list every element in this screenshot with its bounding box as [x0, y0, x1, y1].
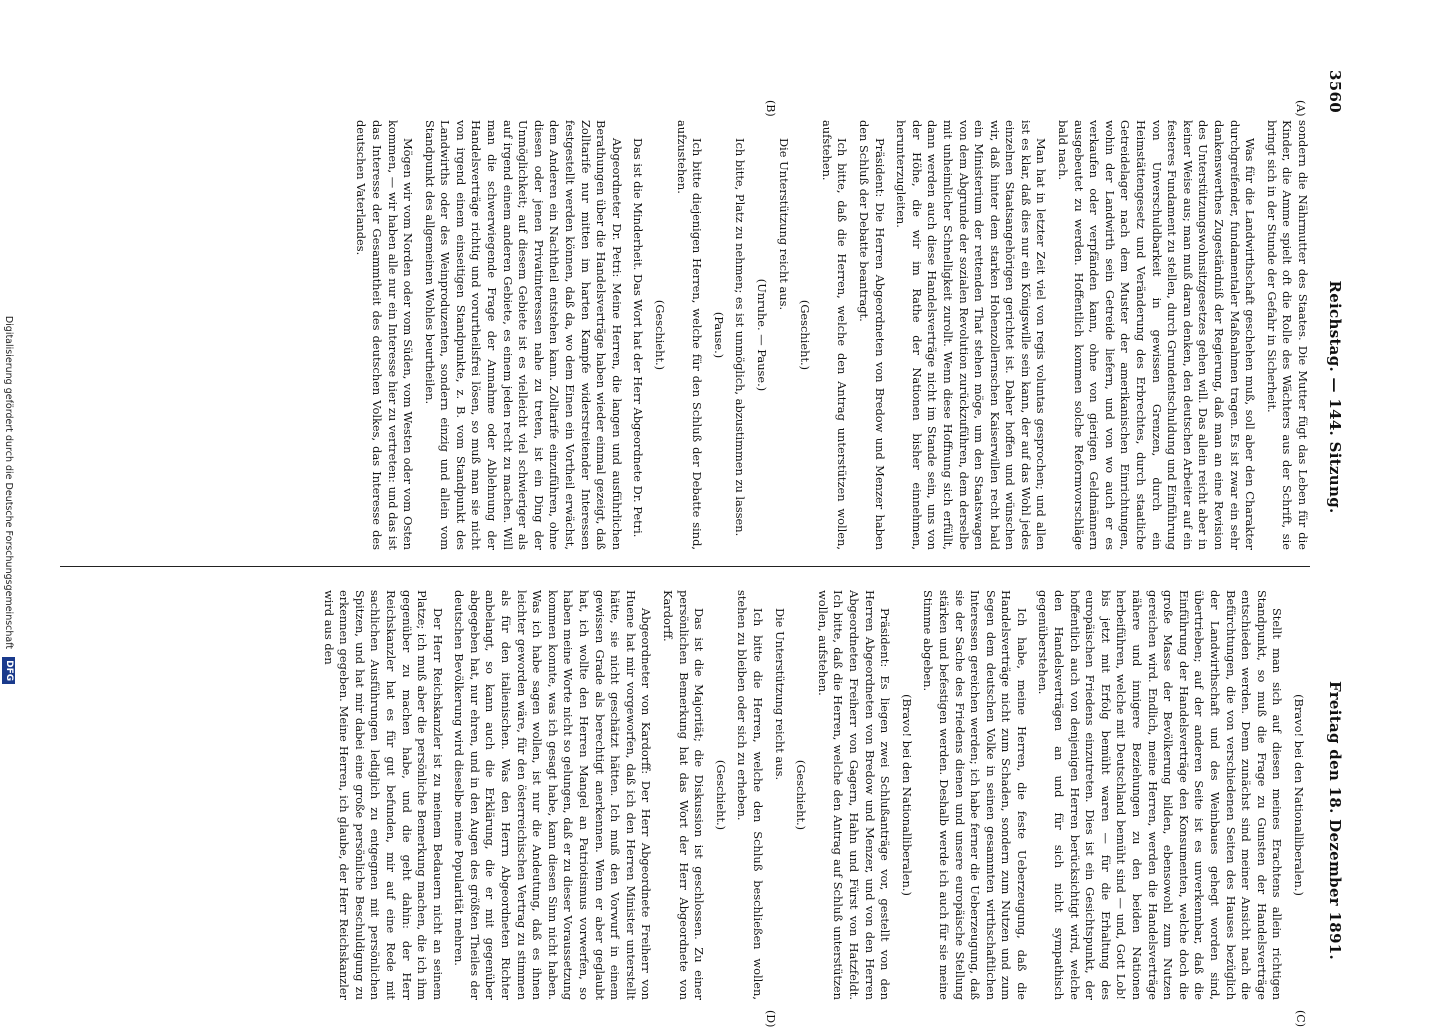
- right-column: [30, 590, 1310, 1000]
- president-statement: Präsident: Die Herren Abgeordneten von Bredow und Menzer haben den Schluß der Debatte beantragt.: [856, 120, 887, 550]
- statement: Die Unterstützung reicht aus.: [772, 608, 787, 781]
- stage-direction: (Unruhe. — Pause.): [755, 278, 769, 392]
- stage-direction: (Pause.): [711, 311, 726, 359]
- column-divider: [60, 566, 1310, 567]
- stage-direction: (Geschieht.): [713, 759, 728, 831]
- paragraph: sondern die Nährmutter des Staates. Die Mutter fügt das Leben für die Kinder, die Amme spielt oft die Rolle des Wächters aus der Schrift, sie bringt sich in der Stunde der Gefahr in Sicherheit.: [1264, 120, 1310, 550]
- stage-direction: (Geschieht.): [794, 759, 809, 831]
- footer-text: Digitalisierung gefördert durch die Deutsche Forschungsgemeinschaft: [3, 315, 15, 650]
- page-header: [1320, 70, 1344, 960]
- paragraph: Ich habe, meine Herren, die feste Ueberzeugung, daß die Handelsverträge nicht zum Schaden, sondern zum Nutzen und zum Segen dem deutschen Volke in seinen gesammten wirthschaftlichen Interessen gereichen werden; ich habe ferner die Ueberzeugung, daß sie der Sache des Friedens dienen und unsere europäische Stellung stärken und befestigen werden. Deshalb werde ich auch für sie meine Stimme abgeben.: [921, 590, 1029, 1000]
- header-date: Freitag den 18. Dezember 1891.: [1326, 681, 1344, 960]
- margin-marker-a: (A): [1294, 100, 1307, 117]
- margin-marker-d: (D): [764, 1010, 777, 1027]
- statement: Ich bitte die Herren, welche den Schluß beschließen wollen, stehen zu bleiben oder sich zu erheben.: [735, 590, 765, 1000]
- stage-direction: (Bravo! bei den Nationalliberalen.): [1292, 694, 1306, 896]
- stage-direction: (Bravo! bei den Nationalliberalen.): [899, 694, 914, 896]
- page-number: 3560: [1326, 70, 1344, 113]
- footer: [0, 0, 18, 1000]
- statement: Ich bitte diejenigen Herren, welche für den Schluß der Debatte sind, aufzustehen.: [674, 120, 705, 550]
- margin-marker-b: (B): [764, 100, 777, 117]
- left-column: [30, 120, 1310, 550]
- speech-petri: Abgeordneter Dr. Petri: Meine Herren, die langen und ausführlichen Berathungen über die Handelsverträge haben wieder einmal gezeigt, daß Zolltarife nur mitten im harten Kampfe widerstreitender Interessen festgestellt werden können, daß da, wo dem Einen ein Vortheil erwächst, dem Anderen ein Nachtheil entstehen kann. Zolltarife einzuführen, ohne diesen oder jenen Privatinteressen nahe zu treten, ist ein Ding der Unmöglichkeit; auf diesem Gebiete ist es vielleicht viel schwieriger als auf irgend einem anderen Gebiete, es einem jeden recht zu machen. Will man die schwerwiegende Frage der Annahme oder Ablehnung der Handelsverträge richtig und vorurtheilsfrei lösen, so muß man sie nicht von irgend einem einseitigen Standpunkte, z. B. vom Standpunkt des Landwirths oder des Weinproduzenten, sondern einzig und allein vom Standpunkt des allgemeinen Wohles beurtheilen.: [422, 120, 624, 550]
- dfg-logo-icon: DFG: [3, 657, 16, 684]
- president-statement: Ich bitte, daß die Herren, welche den Antrag unterstützen wollen, aufstehen.: [819, 120, 850, 550]
- header-title: Reichstag. — 144. Sitzung.: [1326, 280, 1344, 514]
- speech-petri: Mögen wir vom Norden oder vom Süden, vom Westen oder vom Osten kommen, — wir haben alle nur ein Interesse hier zu vertreten: und das ist das Interesse der Gesammtheit des deutschen Volkes, das Interesse des deutschen Vaterlandes.: [354, 120, 416, 550]
- speech-kardorff: Der Herr Reichskanzler ist zu meinem Bedauern nicht an seinem Platze; ich muß aber die persönliche Bemerkung machen, die ich ihm gegenüber zu machen habe, und die geht dahin: der Herr Reichskanzler hat es für gut befunden, mir auf eine Rede mit sachlichen Ausführungen lediglich zu entgegnen mit persönlichen Spitzen, und hat mir dabei eine große persönliche Beschuldigung zu erkennen gegeben. Meine Herren, ich glaube, der Herr Reichskanzler wird aus den: [321, 590, 445, 1000]
- paragraph: Was für die Landwirthschaft geschehen muß, soll aber den Charakter durchgreifender, fundamentaler Maßnahmen tragen. Es ist zwar ein sehr dankenswerthes Zugeständniß der Regierung, daß man an eine Revision des Unterstützungswohnsitzgesetzes gehen will. Das allein reicht aber in keiner Weise aus; man muß daran denken, den deutschen Arbeiter auf ein festeres Fundament zu stellen, durch Grundentschuldung und Einführung von Unverschuldbarkeit in gewissen Grenzen, durch ein Heimstättengesetz und Veränderung des Erbrechtes, durch staatliche Getreidelager nach dem Muster der amerikanischen Einrichtungen, wohin der Landwirth sein Getreide liefern, und von wo auch er es verkaufen oder verpfänden kann, ohne von gierigen Geldmännern ausgebeutet zu werden. Hoffentlich kommen solche Reformvorschläge bald nach.: [1056, 120, 1258, 550]
- president-statement: Präsident: Es liegen zwei Schlußanträge vor, gestellt von den Herren Abgeordneten von Bredow und Menzer, und von den Herren Abgeordneten Freiherr von Gagern, Hahn und Fürst von Hatzfeldt. Ich bitte, daß die Herren, welche den Antrag auf Schluß unterstützen wollen, aufstehen.: [815, 590, 893, 1000]
- statement: Das ist die Minderheit. Das Wort hat der Herr Abgeordnete Dr. Petri.: [631, 138, 646, 538]
- paragraph: Man hat in letzter Zeit viel von regis voluntas gesprochen; und allen ist es klar, daß dies nur ein Königswille sein kann, der auf das Wohl jedes einzelnen Staatsangehörigen gerichtet ist. Daher hoffen und wünschen wir, daß hinter dem starken Hohenzollernschen Kaiserwillen recht bald ein Ministerium der rettenden That stehen möge, um den Staatswagen von dem Abgrunde der sozialen Revolution zurückzuführen, dem derselbe mit unheimlicher Schnelligkeit zurollt. Wenn diese Hoffnung sich erfüllt, dann werden auch diese Handelsverträge nicht im Stande sein, uns von der Höhe, die wir im Rathe der Nationen bisher einnehmen, herunterzugleiten.: [894, 120, 1049, 550]
- stage-direction: (Geschieht.): [653, 299, 668, 371]
- paragraph: Stellt man sich auf diesen meines Erachtens allein richtigen Standpunkt, so muß die Frage zu Gunsten der Handelsverträge entschieden werden. Denn zunächst sind meiner Ansicht nach die Befürchtungen, die von verschiedenen Seiten des Hauses bezüglich der Landwirthschaft und des Weinbaues gehegt worden sind, übertrieben; auf der anderen Seite ist es unverkennbar, daß die Einführung der Handelsverträge den Konsumenten, welche doch die große Masse der Bevölkerung bilden, ebensowohl zum Nutzen gereichen wird. Endlich, meine Herren, werden die Handelsverträge nähere und innigere Beziehungen zu den beiden Nationen herbeiführen, welche mit Deutschland bemüht sind — und, Gott Lob! bis jetzt mit Erfolg bemüht waren — für die Erhaltung des europäischen Friedens einzutreten. Dies ist ein Gesichtspunkt, der hoffentlich auch von denjenigen Herren berücksichtigt wird, welche den Handelsverträgen an und für sich nicht sympathisch gegenüberstehen.: [1036, 590, 1285, 1000]
- speech-kardorff: Abgeordneter von Kardorff: Der Herr Abgeordnete Freiherr von Huene hat mir vorgeworfen, daß ich den Herren Minister unterstellt hätte, sie nicht geschätzt hätten. Ich muß den Vorwurf in einem gewissen Grade als berechtigt anerkennen. Wenn er aber geglaubt hat, ich wollte den Herren Mangel an Patriotismus vorwerfen, so haben meine Worte nicht so gelungen, daß er zu dieser Voraussetzung kommen konnte, was ich gesagt habe, kann diesen Sinn nicht haben. Was ich habe sagen wollen, ist nur die Andeutung, daß es ihnen leichter geworden wäre, für den österreichischen Vertrag zu stimmen als für den italienischen. Was den Herrn Abgeordneten Richter anbelangt, so kann auch die Erklärung, die er mit gegenüber abgegeben hat, nur ehren, und in den Augen des größten Theiles der deutschen Bevölkerung wird dieselbe meine Popularität mehren.: [452, 590, 654, 1000]
- stage-direction: (Geschieht.): [798, 299, 813, 371]
- statement: Ich bitte, Platz zu nehmen; es ist unmöglich, abzustimmen zu lassen.: [733, 138, 748, 537]
- statement: Das ist die Majorität; die Diskussion ist geschlossen. Zu einer persönlichen Bemerkung hat das Wort der Herr Abgeordnete von Kardorff.: [661, 590, 707, 1000]
- margin-marker-c: (C): [1294, 1010, 1307, 1027]
- statement: Die Unterstützung reicht aus.: [776, 138, 791, 311]
